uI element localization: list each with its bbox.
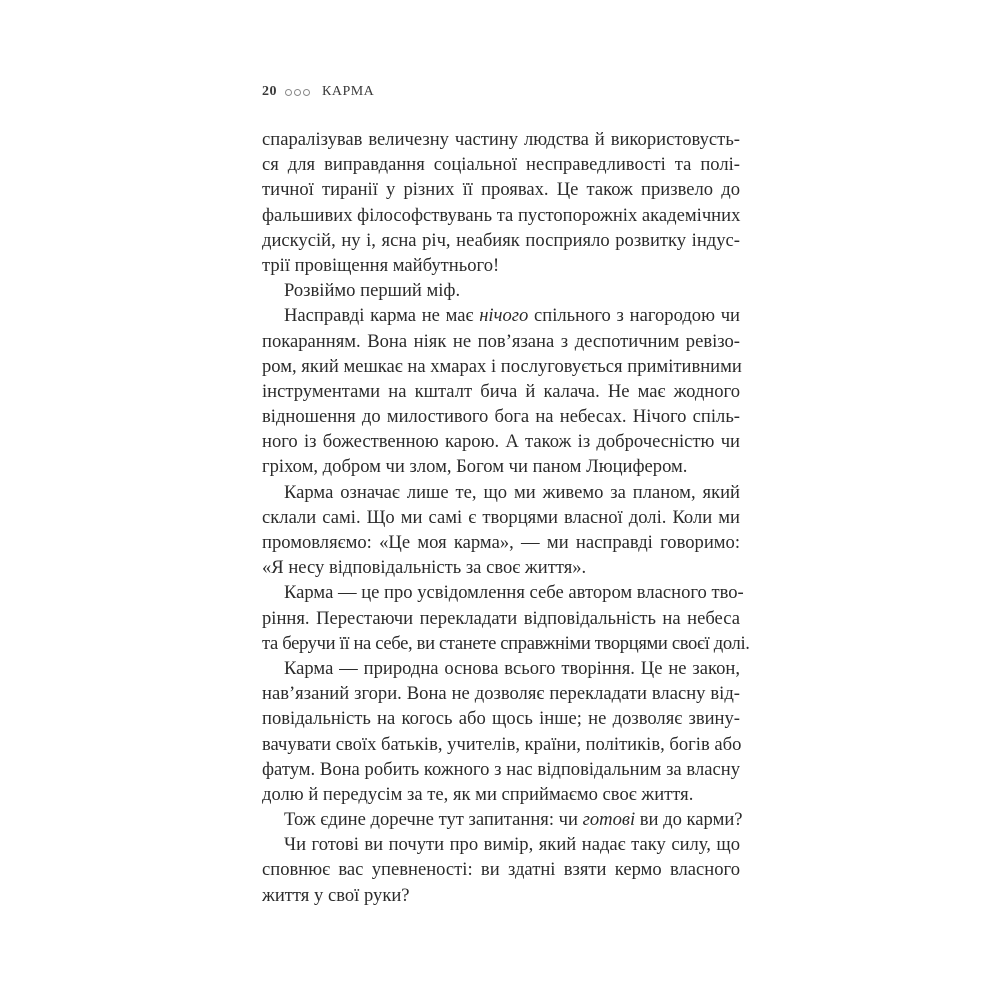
text-line: дискусій, ну і, ясна річ, неабияк посприяло розвитку індус-	[262, 229, 740, 251]
text-line: гріхом, добром чи злом, Богом чи паном Люцифером.	[262, 456, 688, 478]
text-line: відношення до милостивого бога на небесах. Нічого спіль-	[262, 406, 740, 428]
text-line	[262, 807, 743, 832]
text-line: склали самі. Що ми самі є творцями власної долі. Коли ми	[262, 506, 740, 528]
text-line: ного із божественною карою. А також із доброчесністю чи	[262, 431, 740, 453]
text-line: та беручи її на себе, ви станете справжніми творцями своєї долі.	[262, 632, 750, 654]
page-number: 20	[262, 84, 277, 99]
text-line: повідальність на когось або щось інше; не дозволяє звину-	[262, 708, 740, 730]
text-fragment: ви до карми?	[635, 809, 743, 831]
text-line: інструментами на кшталт бича й калача. Не має жодного	[262, 380, 740, 402]
text-line: Розвіймо перший міф.	[284, 280, 461, 302]
text-line: спаралізував величезну частину людства й використовусть-	[262, 129, 740, 150]
text-line: фатум. Вона робить кожного з нас відповідальним за власну	[262, 758, 740, 780]
chapter-title: КАРМА	[322, 84, 375, 99]
text-line: нав’язаний згори. Вона не дозволяє перекладати власну від-	[262, 683, 740, 705]
text-line: сповнює вас упевненості: ви здатні взяти кермо власного	[262, 859, 740, 881]
body-text	[262, 127, 750, 908]
text-line: вачувати своїх батьків, учителів, країни, політиків, богів або	[262, 733, 742, 755]
text-line: тичної тиранії у різних її проявах. Це також призвело до	[262, 179, 740, 201]
text-line: долю й передусім за те, як ми сприймаємо своє життя.	[262, 783, 694, 805]
text-line: ром, який мешкає на хмарах і послуговується примітивними	[262, 355, 742, 377]
text-line: Чи готові ви почути про вимір, який надає таку силу, що	[284, 834, 740, 856]
text-fragment: Тож єдине доречне тут запитання: чи	[284, 809, 583, 831]
text-line: Карма — природна основа всього творіння. Це не закон,	[284, 657, 740, 679]
running-header	[262, 82, 374, 102]
text-line: Карма — це про усвідомлення себе автором власного тво-	[284, 582, 744, 604]
text-line: життя у свої руки?	[262, 884, 410, 906]
circles-ornament-icon	[285, 89, 312, 96]
text-fragment: спільного з нагородою чи	[528, 305, 740, 327]
text-line: трії провіщення майбутнього!	[262, 254, 500, 276]
emphasis-text: нічого	[479, 305, 529, 327]
text-line: фальшивих філософствувань та пустопорожніх академічних	[262, 204, 741, 226]
text-line: ся для виправдання соціальної несправедливості та полі-	[262, 154, 740, 176]
text-line: Карма означає лише те, що ми живемо за планом, який	[284, 481, 740, 503]
text-fragment: Насправді карма не має	[284, 305, 480, 327]
text-line: ріння. Перестаючи перекладати відповідальність на небеса	[262, 607, 740, 629]
emphasis-text: готові	[582, 809, 636, 831]
text-line: промовляємо: «Це моя карма», — ми насправді говоримо:	[262, 532, 740, 553]
text-line: «Я несу відповідальність за своє життя».	[262, 557, 587, 579]
text-line: покаранням. Вона ніяк не пов’язана з деспотичним ревізо-	[262, 330, 740, 352]
text-line	[262, 303, 740, 328]
